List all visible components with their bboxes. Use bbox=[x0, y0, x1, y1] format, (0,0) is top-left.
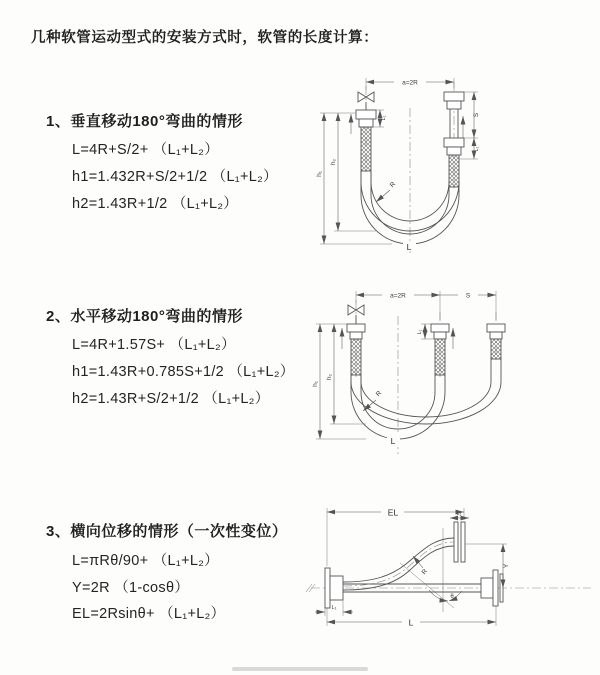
section-2-heading: 2、水平移动180°弯曲的情形 bbox=[46, 308, 243, 325]
d3-dim-l1-top-label: L₁ bbox=[456, 511, 462, 517]
d1-radius-label: R bbox=[388, 180, 398, 190]
left-flange-fitting bbox=[325, 568, 343, 608]
section-2-formula-h1: h1=1.43R+0.785S+1/2 （L₁+L₂） bbox=[72, 364, 295, 380]
diagram-lateral-displacement bbox=[303, 500, 600, 645]
section-2-formula-h2: h2=1.43R+S/2+1/2 （L₁+L₂） bbox=[72, 391, 270, 407]
upper-flange-plate bbox=[461, 522, 465, 562]
d3-radius-label: R bbox=[420, 567, 430, 577]
right-leg-fitting bbox=[487, 324, 505, 359]
d2-dim-l1-label: L₁ bbox=[417, 329, 423, 335]
d1-dim-l1-right-label: L₁ bbox=[474, 146, 480, 152]
d1-dim-h1-label: h₁ bbox=[316, 171, 323, 177]
section-2-formula-L: L=4R+1.57S+ （L₁+L₂） bbox=[72, 337, 236, 353]
section-1-heading: 1、垂直移动180°弯曲的情形 bbox=[46, 113, 243, 130]
left-leg-fitting bbox=[356, 92, 376, 171]
centerlines-group bbox=[306, 528, 591, 612]
section-1-formula-h2: h2=1.43R+1/2 （L₁+L₂） bbox=[72, 196, 239, 212]
d1-dim-h2-label: h₂ bbox=[330, 158, 337, 166]
dimension-lines-group bbox=[315, 508, 507, 626]
d2-dim-s-label: S bbox=[465, 292, 471, 300]
dimension-labels-group bbox=[332, 508, 510, 628]
d3-theta-label: θ bbox=[450, 594, 454, 600]
centerlines-group bbox=[366, 79, 454, 254]
d2-length-label: L bbox=[390, 436, 396, 446]
scan-artifact bbox=[232, 667, 368, 671]
centerlines-group bbox=[356, 300, 496, 454]
d1-dim-l1-left-label: L₁ bbox=[381, 115, 387, 121]
section-3-formula-L: L=πRθ/90+ （L₁+L₂） bbox=[72, 553, 219, 569]
d1-dim-a2r-label: a=2R bbox=[402, 79, 418, 87]
d2-dim-h1-label: h₁ bbox=[312, 381, 319, 387]
d2-dim-a2r-label: a=2R bbox=[390, 292, 406, 300]
d3-dim-y-label: Y bbox=[503, 563, 510, 569]
section-3-formula-Y: Y=2R （1-cosθ） bbox=[72, 580, 190, 596]
section-1-formula-h1: h1=1.432R+S/2+1/2 （L₁+L₂） bbox=[72, 169, 278, 185]
right-leg-fitting bbox=[444, 92, 464, 187]
d1-dim-s-label: S bbox=[473, 112, 480, 118]
upper-flange-plate bbox=[454, 522, 458, 562]
d3-dim-l-label: L bbox=[408, 617, 414, 628]
d1-length-label: L bbox=[406, 242, 412, 252]
s-curve-hose bbox=[343, 522, 465, 590]
dimension-labels-group bbox=[312, 293, 471, 447]
section-3-heading: 3、横向位移的情形（一次性变位） bbox=[46, 523, 288, 540]
d3-dim-l1-bottom-label: L₁ bbox=[331, 605, 337, 611]
section-1-formula-L: L=4R+S/2+ （L₁+L₂） bbox=[72, 142, 220, 158]
d3-dim-el-label: EL bbox=[387, 507, 399, 518]
middle-leg-fitting bbox=[431, 324, 449, 375]
d2-dim-h2-label: h₂ bbox=[326, 373, 333, 381]
hose-curves-group bbox=[351, 359, 501, 439]
left-leg-fitting bbox=[347, 305, 365, 375]
diagram-horizontal-180-bend bbox=[308, 282, 600, 458]
diagram-vertical-180-bend bbox=[306, 66, 588, 258]
section-3-formula-EL: EL=2Rsinθ+ （L₁+L₂） bbox=[72, 606, 226, 622]
page-title: 几种软管运动型式的安装方式时，软管的长度计算： bbox=[31, 30, 379, 46]
d2-radius-label: R bbox=[374, 389, 384, 399]
